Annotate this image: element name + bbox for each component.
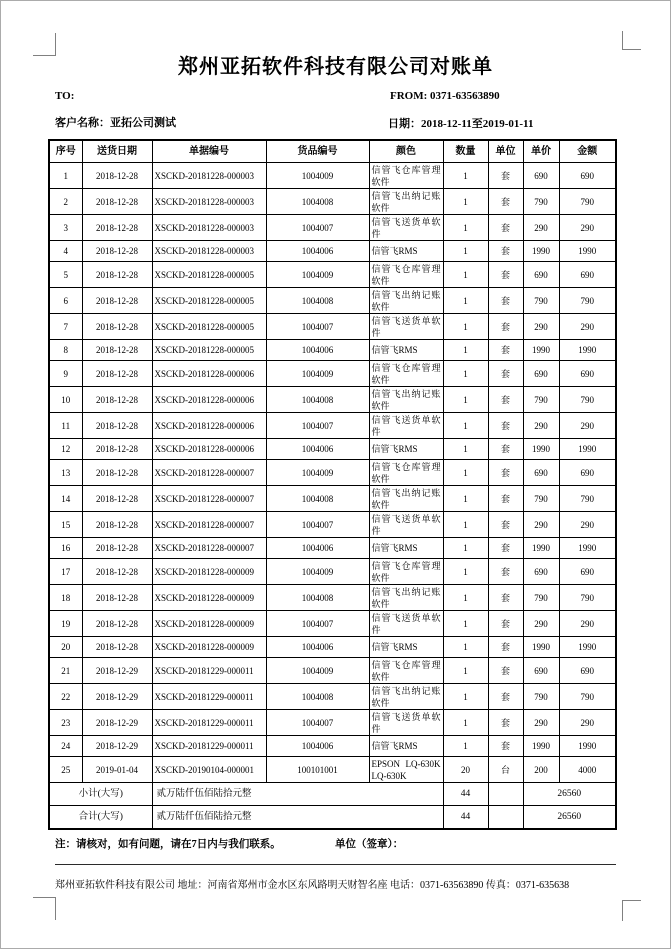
cell-name: 信管飞RMS bbox=[369, 439, 443, 460]
cell-doc: XSCKD-20181228-000003 bbox=[152, 163, 266, 189]
cell-no: 17 bbox=[49, 559, 82, 585]
cell-name: 信管飞RMS bbox=[369, 538, 443, 559]
cell-unit: 套 bbox=[488, 241, 523, 262]
subtotal-amount-words: 贰万陆仟伍佰陆拾元整 bbox=[152, 783, 443, 806]
cell-amount: 690 bbox=[559, 658, 616, 684]
table-row bbox=[49, 512, 616, 538]
cell-no: 3 bbox=[49, 215, 82, 241]
cell-qty: 1 bbox=[443, 684, 488, 710]
cell-unit: 套 bbox=[488, 559, 523, 585]
cell-name: 信管飞出纳记账软件 bbox=[369, 288, 443, 314]
cell-doc: XSCKD-20181228-000006 bbox=[152, 387, 266, 413]
note-text: 注：请核对，如有问题，请在7日内与我们联系。 bbox=[55, 839, 281, 850]
cell-date: 2018-12-28 bbox=[82, 512, 152, 538]
cell-qty: 1 bbox=[443, 262, 488, 288]
cell-code: 1004008 bbox=[266, 189, 369, 215]
cell-doc: XSCKD-20190104-000001 bbox=[152, 757, 266, 783]
cell-no: 20 bbox=[49, 637, 82, 658]
table-row bbox=[49, 262, 616, 288]
cell-date: 2018-12-28 bbox=[82, 611, 152, 637]
cell-price: 1990 bbox=[523, 340, 559, 361]
cell-price: 690 bbox=[523, 361, 559, 387]
cell-price: 790 bbox=[523, 189, 559, 215]
table-row bbox=[49, 559, 616, 585]
cell-code: 1004007 bbox=[266, 413, 369, 439]
subtotal-qty: 44 bbox=[443, 783, 488, 806]
cell-amount: 290 bbox=[559, 512, 616, 538]
cell-name: 信管飞仓库管理软件 bbox=[369, 361, 443, 387]
cell-price: 690 bbox=[523, 163, 559, 189]
cell-code: 1004009 bbox=[266, 658, 369, 684]
cell-unit: 套 bbox=[488, 611, 523, 637]
cell-unit: 套 bbox=[488, 288, 523, 314]
cell-unit: 套 bbox=[488, 637, 523, 658]
cell-date: 2018-12-28 bbox=[82, 637, 152, 658]
statement-table bbox=[48, 139, 617, 830]
table-row bbox=[49, 288, 616, 314]
cell-price: 690 bbox=[523, 460, 559, 486]
cell-unit: 套 bbox=[488, 163, 523, 189]
cell-name: 信管飞仓库管理软件 bbox=[369, 262, 443, 288]
cell-code: 1004006 bbox=[266, 736, 369, 757]
cell-qty: 1 bbox=[443, 439, 488, 460]
subtotal-amount: 26560 bbox=[523, 783, 616, 806]
cell-qty: 1 bbox=[443, 658, 488, 684]
table-row bbox=[49, 439, 616, 460]
cell-code: 1004008 bbox=[266, 585, 369, 611]
cell-no: 1 bbox=[49, 163, 82, 189]
cell-qty: 1 bbox=[443, 460, 488, 486]
cell-qty: 1 bbox=[443, 241, 488, 262]
date-range-label: 日期：2018-12-11至2019-01-11 bbox=[388, 118, 534, 130]
cell-code: 1004008 bbox=[266, 288, 369, 314]
cell-price: 290 bbox=[523, 215, 559, 241]
cell-code: 100101001 bbox=[266, 757, 369, 783]
table-row bbox=[49, 658, 616, 684]
cell-name: 信管飞仓库管理软件 bbox=[369, 163, 443, 189]
cell-price: 1990 bbox=[523, 439, 559, 460]
cell-qty: 1 bbox=[443, 288, 488, 314]
cell-qty: 1 bbox=[443, 512, 488, 538]
cell-doc: XSCKD-20181228-000006 bbox=[152, 439, 266, 460]
cell-date: 2018-12-28 bbox=[82, 538, 152, 559]
cell-name: 信管飞仓库管理软件 bbox=[369, 658, 443, 684]
cell-doc: XSCKD-20181228-000009 bbox=[152, 637, 266, 658]
cell-date: 2018-12-28 bbox=[82, 262, 152, 288]
cell-qty: 1 bbox=[443, 413, 488, 439]
cell-doc: XSCKD-20181229-000011 bbox=[152, 736, 266, 757]
cell-no: 23 bbox=[49, 710, 82, 736]
total-unit bbox=[488, 806, 523, 829]
cell-qty: 1 bbox=[443, 189, 488, 215]
cell-date: 2018-12-29 bbox=[82, 684, 152, 710]
cell-date: 2018-12-28 bbox=[82, 559, 152, 585]
cell-no: 8 bbox=[49, 340, 82, 361]
cell-unit: 套 bbox=[488, 460, 523, 486]
cell-name: 信管飞送货单软件 bbox=[369, 215, 443, 241]
cell-date: 2018-12-28 bbox=[82, 585, 152, 611]
table-row bbox=[49, 637, 616, 658]
cell-date: 2018-12-28 bbox=[82, 314, 152, 340]
cell-date: 2018-12-28 bbox=[82, 241, 152, 262]
cell-qty: 1 bbox=[443, 163, 488, 189]
cell-amount: 1990 bbox=[559, 439, 616, 460]
table-row bbox=[49, 215, 616, 241]
crop-mark-top-right-icon bbox=[622, 31, 641, 50]
cell-name: 信管飞出纳记账软件 bbox=[369, 189, 443, 215]
cell-date: 2018-12-28 bbox=[82, 439, 152, 460]
col-header-amount: 金额 bbox=[559, 140, 616, 163]
cell-unit: 台 bbox=[488, 757, 523, 783]
cell-price: 790 bbox=[523, 585, 559, 611]
cell-unit: 套 bbox=[488, 710, 523, 736]
cell-doc: XSCKD-20181228-000007 bbox=[152, 512, 266, 538]
cell-amount: 290 bbox=[559, 611, 616, 637]
cell-name: 信管飞RMS bbox=[369, 241, 443, 262]
cell-qty: 1 bbox=[443, 559, 488, 585]
cell-amount: 1990 bbox=[559, 637, 616, 658]
cell-amount: 790 bbox=[559, 387, 616, 413]
col-header-qty: 数量 bbox=[443, 140, 488, 163]
cell-price: 290 bbox=[523, 611, 559, 637]
cell-unit: 套 bbox=[488, 684, 523, 710]
to-label: TO: bbox=[55, 90, 75, 102]
cell-code: 1004008 bbox=[266, 684, 369, 710]
cell-price: 290 bbox=[523, 413, 559, 439]
cell-no: 24 bbox=[49, 736, 82, 757]
cell-code: 1004008 bbox=[266, 387, 369, 413]
cell-no: 21 bbox=[49, 658, 82, 684]
cell-no: 4 bbox=[49, 241, 82, 262]
col-header-color: 颜色 bbox=[369, 140, 443, 163]
table-row bbox=[49, 585, 616, 611]
cell-name: 信管飞RMS bbox=[369, 736, 443, 757]
page-title: 郑州亚拓软件科技有限公司对账单 bbox=[178, 56, 493, 78]
cell-price: 690 bbox=[523, 559, 559, 585]
cell-qty: 1 bbox=[443, 361, 488, 387]
cell-date: 2018-12-29 bbox=[82, 736, 152, 757]
table-row bbox=[49, 189, 616, 215]
cell-doc: XSCKD-20181228-000007 bbox=[152, 486, 266, 512]
cell-price: 790 bbox=[523, 684, 559, 710]
cell-amount: 790 bbox=[559, 585, 616, 611]
cell-name: EPSON LQ-630K LQ-630K bbox=[369, 757, 443, 783]
cell-amount: 1990 bbox=[559, 538, 616, 559]
footer-company-info: 郑州亚拓软件科技有限公司 地址：河南省郑州市金水区东风路明天财智名座 电话：0371-63563890 传真：0371-635638 bbox=[55, 880, 570, 891]
cell-code: 1004008 bbox=[266, 486, 369, 512]
cell-unit: 套 bbox=[488, 189, 523, 215]
cell-qty: 20 bbox=[443, 757, 488, 783]
cell-unit: 套 bbox=[488, 585, 523, 611]
cell-doc: XSCKD-20181228-000007 bbox=[152, 538, 266, 559]
cell-qty: 1 bbox=[443, 538, 488, 559]
col-header-unit: 单位 bbox=[488, 140, 523, 163]
cell-price: 1990 bbox=[523, 538, 559, 559]
from-phone-label: FROM: 0371-63563890 bbox=[390, 90, 500, 102]
cell-code: 1004009 bbox=[266, 460, 369, 486]
cell-unit: 套 bbox=[488, 340, 523, 361]
table-row bbox=[49, 611, 616, 637]
cell-no: 19 bbox=[49, 611, 82, 637]
cell-no: 22 bbox=[49, 684, 82, 710]
cell-no: 6 bbox=[49, 288, 82, 314]
cell-amount: 790 bbox=[559, 684, 616, 710]
cell-unit: 套 bbox=[488, 736, 523, 757]
cell-code: 1004007 bbox=[266, 314, 369, 340]
footer-divider bbox=[55, 864, 616, 865]
cell-unit: 套 bbox=[488, 486, 523, 512]
cell-name: 信管飞送货单软件 bbox=[369, 413, 443, 439]
cell-unit: 套 bbox=[488, 439, 523, 460]
cell-no: 5 bbox=[49, 262, 82, 288]
cell-doc: XSCKD-20181228-000005 bbox=[152, 314, 266, 340]
cell-date: 2018-12-28 bbox=[82, 486, 152, 512]
table-row bbox=[49, 710, 616, 736]
cell-name: 信管飞仓库管理软件 bbox=[369, 559, 443, 585]
table-row bbox=[49, 387, 616, 413]
cell-amount: 690 bbox=[559, 163, 616, 189]
crop-mark-bottom-right-icon bbox=[622, 900, 641, 921]
cell-qty: 1 bbox=[443, 215, 488, 241]
table-row bbox=[49, 460, 616, 486]
cell-name: 信管飞出纳记账软件 bbox=[369, 387, 443, 413]
cell-amount: 1990 bbox=[559, 736, 616, 757]
cell-code: 1004006 bbox=[266, 538, 369, 559]
col-header-date: 送货日期 bbox=[82, 140, 152, 163]
cell-code: 1004007 bbox=[266, 215, 369, 241]
cell-no: 10 bbox=[49, 387, 82, 413]
cell-code: 1004009 bbox=[266, 163, 369, 189]
cell-name: 信管飞送货单软件 bbox=[369, 512, 443, 538]
cell-price: 790 bbox=[523, 288, 559, 314]
cell-date: 2018-12-29 bbox=[82, 710, 152, 736]
cell-doc: XSCKD-20181228-000003 bbox=[152, 189, 266, 215]
cell-doc: XSCKD-20181228-000003 bbox=[152, 241, 266, 262]
cell-code: 1004007 bbox=[266, 611, 369, 637]
cell-price: 290 bbox=[523, 710, 559, 736]
cell-doc: XSCKD-20181228-000009 bbox=[152, 559, 266, 585]
cell-no: 12 bbox=[49, 439, 82, 460]
cell-amount: 690 bbox=[559, 361, 616, 387]
table-row bbox=[49, 538, 616, 559]
cell-no: 7 bbox=[49, 314, 82, 340]
cell-name: 信管飞RMS bbox=[369, 637, 443, 658]
total-amount-words: 贰万陆仟伍佰陆拾元整 bbox=[152, 806, 443, 829]
cell-no: 9 bbox=[49, 361, 82, 387]
table-row bbox=[49, 361, 616, 387]
cell-qty: 1 bbox=[443, 340, 488, 361]
cell-name: 信管飞仓库管理软件 bbox=[369, 460, 443, 486]
cell-no: 16 bbox=[49, 538, 82, 559]
cell-code: 1004006 bbox=[266, 439, 369, 460]
cell-code: 1004006 bbox=[266, 637, 369, 658]
cell-doc: XSCKD-20181228-000009 bbox=[152, 611, 266, 637]
total-qty: 44 bbox=[443, 806, 488, 829]
cell-doc: XSCKD-20181228-000005 bbox=[152, 262, 266, 288]
cell-code: 1004006 bbox=[266, 340, 369, 361]
cell-amount: 290 bbox=[559, 215, 616, 241]
cell-code: 1004009 bbox=[266, 559, 369, 585]
cell-date: 2018-12-28 bbox=[82, 163, 152, 189]
table-row bbox=[49, 736, 616, 757]
cell-date: 2018-12-28 bbox=[82, 189, 152, 215]
cell-no: 15 bbox=[49, 512, 82, 538]
cell-code: 1004007 bbox=[266, 512, 369, 538]
subtotal-label: 小计(大写) bbox=[49, 783, 152, 806]
cell-qty: 1 bbox=[443, 637, 488, 658]
total-amount: 26560 bbox=[523, 806, 616, 829]
cell-price: 290 bbox=[523, 512, 559, 538]
cell-unit: 套 bbox=[488, 538, 523, 559]
cell-unit: 套 bbox=[488, 215, 523, 241]
table-row bbox=[49, 684, 616, 710]
cell-name: 信管飞出纳记账软件 bbox=[369, 684, 443, 710]
cell-unit: 套 bbox=[488, 658, 523, 684]
cell-date: 2018-12-28 bbox=[82, 387, 152, 413]
cell-amount: 4000 bbox=[559, 757, 616, 783]
cell-qty: 1 bbox=[443, 314, 488, 340]
col-header-no: 序号 bbox=[49, 140, 82, 163]
cell-doc: XSCKD-20181228-000009 bbox=[152, 585, 266, 611]
total-label: 合计(大写) bbox=[49, 806, 152, 829]
cell-unit: 套 bbox=[488, 413, 523, 439]
cell-qty: 1 bbox=[443, 736, 488, 757]
cell-code: 1004006 bbox=[266, 241, 369, 262]
cell-date: 2018-12-28 bbox=[82, 460, 152, 486]
cell-amount: 1990 bbox=[559, 340, 616, 361]
cell-amount: 290 bbox=[559, 710, 616, 736]
cell-qty: 1 bbox=[443, 611, 488, 637]
cell-no: 14 bbox=[49, 486, 82, 512]
cell-price: 690 bbox=[523, 262, 559, 288]
cell-date: 2018-12-28 bbox=[82, 215, 152, 241]
cell-price: 1990 bbox=[523, 637, 559, 658]
table-row bbox=[49, 757, 616, 783]
cell-unit: 套 bbox=[488, 262, 523, 288]
subtotal-unit bbox=[488, 783, 523, 806]
cell-price: 290 bbox=[523, 314, 559, 340]
cell-name: 信管飞送货单软件 bbox=[369, 611, 443, 637]
cell-doc: XSCKD-20181228-000003 bbox=[152, 215, 266, 241]
cell-date: 2018-12-29 bbox=[82, 658, 152, 684]
cell-amount: 790 bbox=[559, 486, 616, 512]
cell-doc: XSCKD-20181228-000005 bbox=[152, 340, 266, 361]
cell-date: 2018-12-28 bbox=[82, 340, 152, 361]
table-row bbox=[49, 163, 616, 189]
col-header-code: 货品编号 bbox=[266, 140, 369, 163]
cell-date: 2018-12-28 bbox=[82, 361, 152, 387]
table-body bbox=[49, 163, 616, 783]
table-row bbox=[49, 413, 616, 439]
cell-amount: 690 bbox=[559, 262, 616, 288]
table-row bbox=[49, 486, 616, 512]
cell-date: 2019-01-04 bbox=[82, 757, 152, 783]
cell-name: 信管飞出纳记账软件 bbox=[369, 585, 443, 611]
cell-amount: 790 bbox=[559, 189, 616, 215]
cell-qty: 1 bbox=[443, 387, 488, 413]
cell-code: 1004009 bbox=[266, 262, 369, 288]
cell-no: 25 bbox=[49, 757, 82, 783]
cell-amount: 690 bbox=[559, 559, 616, 585]
cell-doc: XSCKD-20181229-000011 bbox=[152, 658, 266, 684]
cell-price: 790 bbox=[523, 387, 559, 413]
cell-amount: 290 bbox=[559, 413, 616, 439]
cell-unit: 套 bbox=[488, 512, 523, 538]
cell-qty: 1 bbox=[443, 585, 488, 611]
table-header-row bbox=[49, 140, 616, 163]
cell-price: 690 bbox=[523, 658, 559, 684]
table-row bbox=[49, 314, 616, 340]
crop-mark-bottom-left-icon bbox=[33, 897, 56, 920]
subtotal-row bbox=[49, 783, 616, 806]
cell-qty: 1 bbox=[443, 486, 488, 512]
cell-qty: 1 bbox=[443, 710, 488, 736]
cell-date: 2018-12-28 bbox=[82, 413, 152, 439]
cell-amount: 1990 bbox=[559, 241, 616, 262]
cell-code: 1004007 bbox=[266, 710, 369, 736]
cell-doc: XSCKD-20181228-000005 bbox=[152, 288, 266, 314]
cell-doc: XSCKD-20181228-000006 bbox=[152, 361, 266, 387]
cell-name: 信管飞送货单软件 bbox=[369, 710, 443, 736]
cell-unit: 套 bbox=[488, 387, 523, 413]
cell-amount: 290 bbox=[559, 314, 616, 340]
cell-amount: 790 bbox=[559, 288, 616, 314]
cell-price: 1990 bbox=[523, 241, 559, 262]
cell-no: 18 bbox=[49, 585, 82, 611]
cell-code: 1004009 bbox=[266, 361, 369, 387]
cell-doc: XSCKD-20181229-000011 bbox=[152, 710, 266, 736]
col-header-price: 单价 bbox=[523, 140, 559, 163]
cell-no: 2 bbox=[49, 189, 82, 215]
total-row bbox=[49, 806, 616, 829]
cell-doc: XSCKD-20181228-000007 bbox=[152, 460, 266, 486]
cell-amount: 690 bbox=[559, 460, 616, 486]
seal-label: 单位（签章）： bbox=[335, 839, 404, 850]
customer-name-label: 客户名称：亚拓公司测试 bbox=[55, 117, 176, 129]
table-row bbox=[49, 241, 616, 262]
cell-no: 13 bbox=[49, 460, 82, 486]
cell-price: 200 bbox=[523, 757, 559, 783]
cell-price: 790 bbox=[523, 486, 559, 512]
cell-unit: 套 bbox=[488, 361, 523, 387]
cell-doc: XSCKD-20181229-000011 bbox=[152, 684, 266, 710]
cell-name: 信管飞RMS bbox=[369, 340, 443, 361]
cell-date: 2018-12-28 bbox=[82, 288, 152, 314]
col-header-doc: 单据编号 bbox=[152, 140, 266, 163]
cell-name: 信管飞出纳记账软件 bbox=[369, 486, 443, 512]
cell-unit: 套 bbox=[488, 314, 523, 340]
table-row bbox=[49, 340, 616, 361]
cell-doc: XSCKD-20181228-000006 bbox=[152, 413, 266, 439]
cell-no: 11 bbox=[49, 413, 82, 439]
cell-price: 1990 bbox=[523, 736, 559, 757]
cell-name: 信管飞送货单软件 bbox=[369, 314, 443, 340]
